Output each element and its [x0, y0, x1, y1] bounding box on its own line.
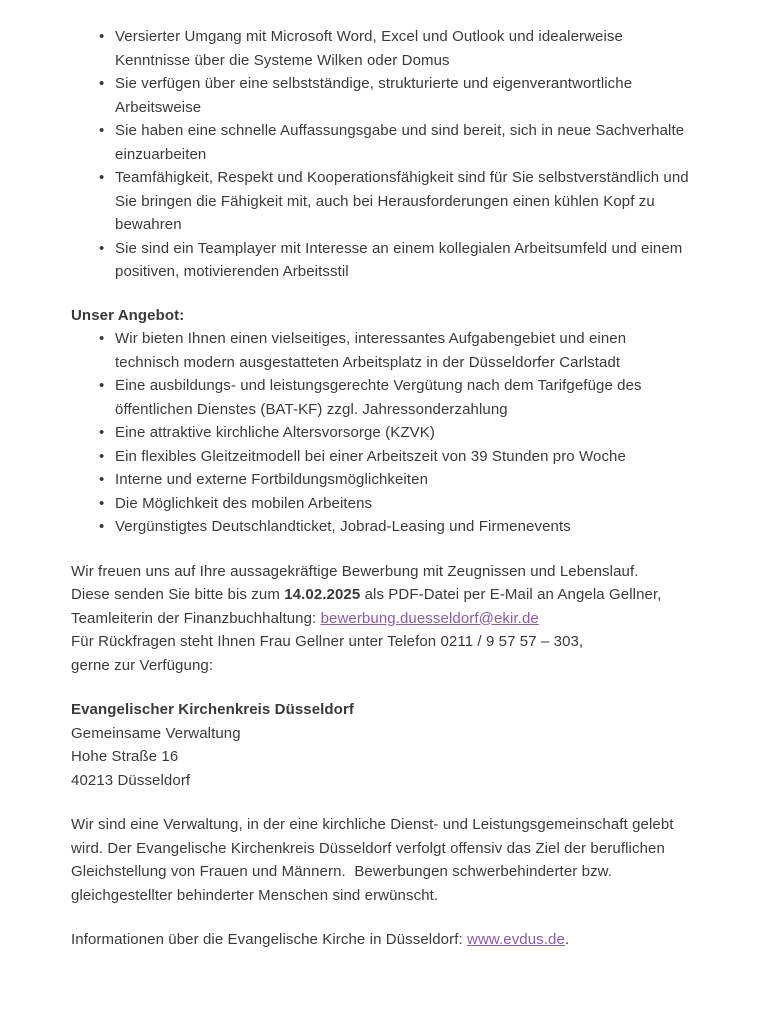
- offer-item: • Wir bieten Ihnen einen vielseitiges, interessantes Aufgabengebiet und einen technisch modern ausgestatteten Arbeitsplatz in der Düsseldorfer Carlstadt: [71, 327, 690, 374]
- address-street: Hohe Straße 16: [71, 748, 179, 765]
- requirement-item: • Versierter Umgang mit Microsoft Word, Excel und Outlook und idealerweise Kenntnisse über die Systeme Wilken oder Domus: [71, 25, 690, 72]
- requirement-item: • Sie sind ein Teamplayer mit Interesse an einem kollegialen Arbeitsumfeld und einem positiven, motivierenden Arbeitsstil: [71, 237, 690, 284]
- application-line-4: Für Rückfragen steht Ihnen Frau Gellner unter Telefon 0211 / 9 57 57 – 303,: [71, 633, 584, 650]
- offer-heading: Unser Angebot:: [71, 306, 185, 324]
- application-line-5: gerne zur Verfügung:: [71, 656, 214, 674]
- offer-item: • Die Möglichkeit des mobilen Arbeitens: [71, 492, 690, 516]
- offer-item: • Eine ausbildungs- und leistungsgerechte Vergütung nach dem Tarifgefüge des öffentlichen Dienstes (BAT-KF) zzgl. Jahressonderzahlung: [71, 374, 690, 421]
- application-line-1: Wir freuen uns auf Ihre aussagekräftige Bewerbung mit Zeugnissen und Lebenslauf.: [71, 562, 639, 580]
- offer-item: • Interne und externe Fortbildungsmöglichkeiten: [71, 468, 690, 492]
- offer-list: [71, 327, 690, 539]
- application-line-3: [71, 607, 690, 631]
- info-suffix: .: [564, 931, 570, 948]
- requirements-list: [71, 25, 690, 284]
- email-label: Teamleiterin der Finanzbuchhaltung:: [71, 609, 321, 627]
- deadline-date: 14.02.2025: [284, 586, 361, 603]
- requirement-item: • Sie haben eine schnelle Auffassungsgabe und sind bereit, sich in neue Sachverhalte einzuarbeiten: [71, 119, 690, 166]
- application-deadline-suffix: als PDF-Datei per E-Mail an Angela Gellner,: [360, 586, 662, 603]
- address-block: [71, 698, 690, 792]
- offer-item: • Ein flexibles Gleitzeitmodell bei einer Arbeitszeit von 39 Stunden pro Woche: [71, 445, 690, 469]
- email-link[interactable]: bewerbung.duesseldorf@ekir.de: [320, 609, 539, 627]
- equality-paragraph: Wir sind eine Verwaltung, in der eine kirchliche Dienst- und Leistungsgemeinschaft gelebt wird. Der Evangelische Kirchenkreis Düsseldorf verfolgt offensiv das Ziel der beruflichen Gleichstellung von Frauen und Männern. Bewerbungen schwerbehinderter bzw. gleichgestellter behinderter Menschen sind erwünscht.: [71, 816, 674, 904]
- organization-name: Evangelischer Kirchenkreis Düsseldorf: [71, 701, 354, 718]
- application-paragraph: [71, 560, 690, 678]
- info-prefix: Informationen über die Evangelische Kirche in Düsseldorf:: [71, 931, 468, 948]
- requirement-item: • Sie verfügen über eine selbstständige, strukturierte und eigenverantwortliche Arbeitsweise: [71, 72, 690, 119]
- application-deadline-prefix: Diese senden Sie bitte bis zum: [71, 586, 285, 603]
- info-line: [71, 928, 690, 952]
- website-link[interactable]: www.evdus.de: [467, 931, 565, 948]
- requirement-item: • Teamfähigkeit, Respekt und Kooperationsfähigkeit sind für Sie selbstverständlich und Sie bringen die Fähigkeit mit, auch bei Herausforderungen einen kühlen Kopf zu bewahren: [71, 166, 690, 237]
- organization-department: Gemeinsame Verwaltung: [71, 724, 241, 742]
- application-line-2: [71, 583, 690, 607]
- offer-item: • Vergünstigtes Deutschlandticket, Jobrad-Leasing und Firmenevents: [71, 515, 690, 539]
- offer-item: • Eine attraktive kirchliche Altersvorsorge (KZVK): [71, 421, 690, 445]
- address-city: 40213 Düsseldorf: [71, 771, 191, 789]
